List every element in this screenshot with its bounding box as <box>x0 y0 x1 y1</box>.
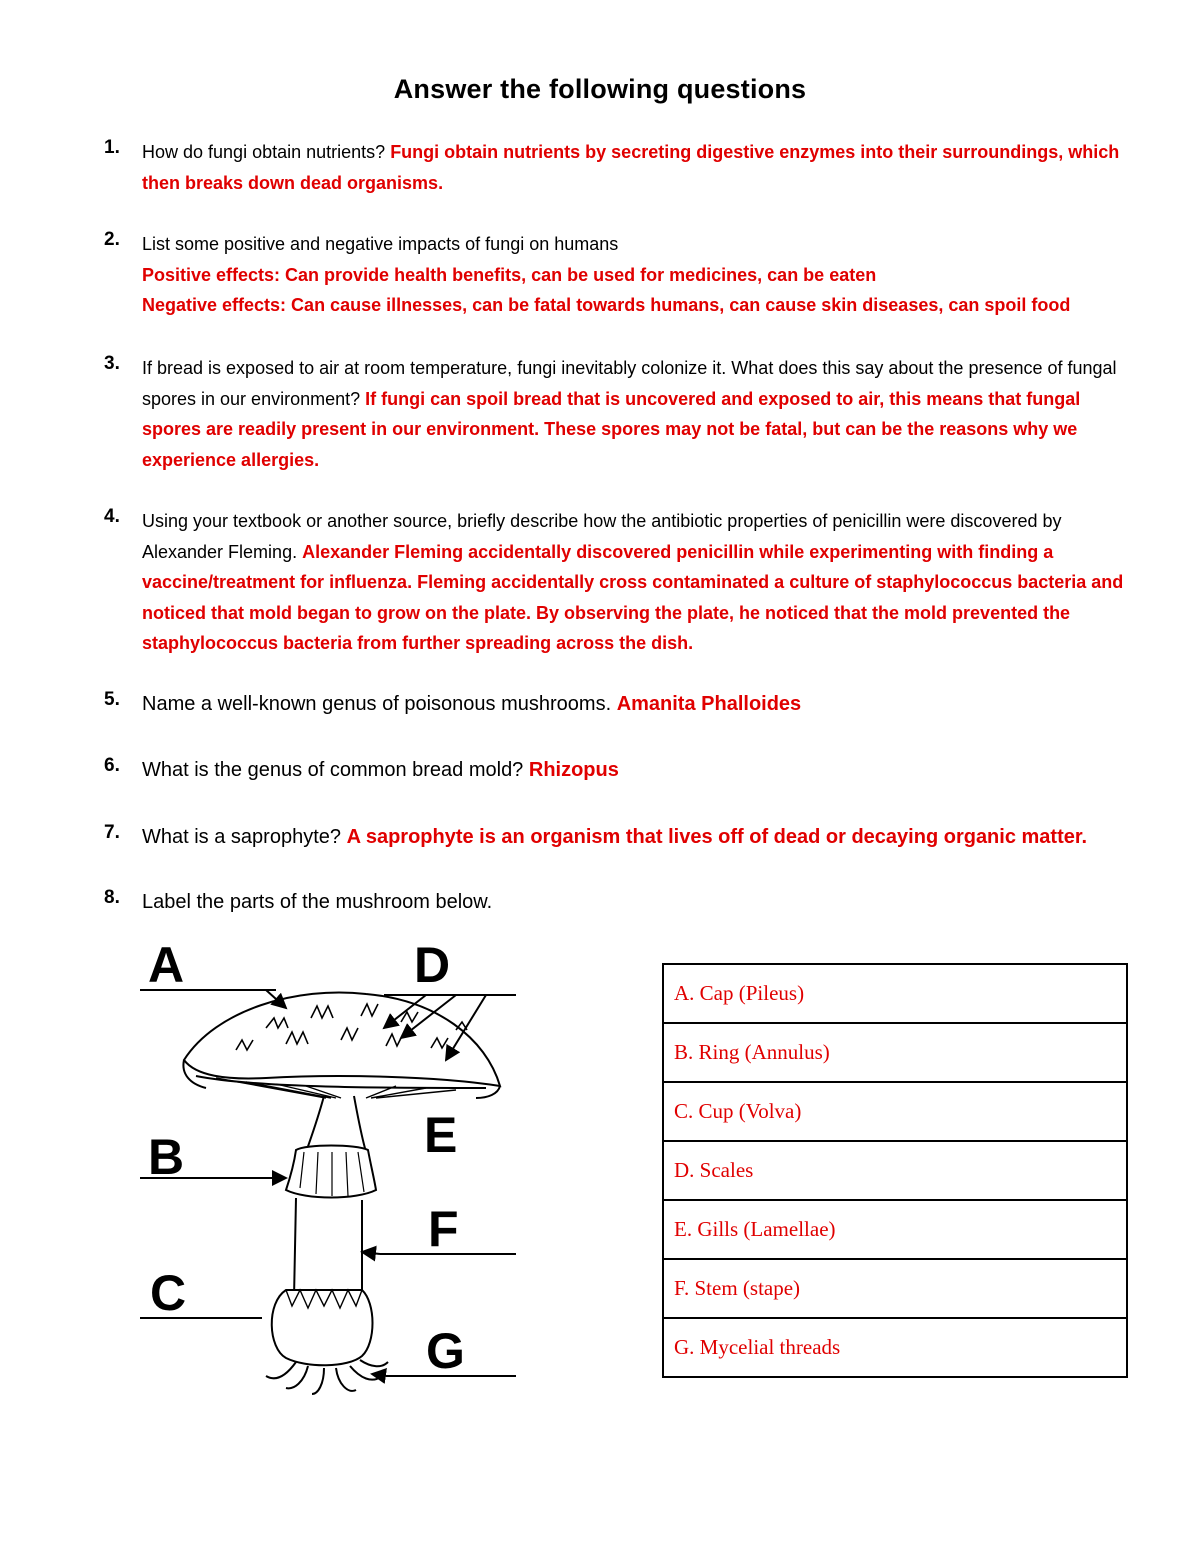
question-number: 2. <box>104 229 120 250</box>
table-row: C. Cup (Volva) <box>663 1082 1127 1141</box>
table-row: B. Ring (Annulus) <box>663 1023 1127 1082</box>
diagram-label-e: E <box>424 1107 458 1163</box>
diagram-label-f: F <box>428 1201 459 1257</box>
table-row: G. Mycelial threads <box>663 1318 1127 1377</box>
question-number: 4. <box>104 506 120 527</box>
question-number: 7. <box>104 822 120 843</box>
question-text: What is a saprophyte? <box>142 826 341 848</box>
question-7 <box>104 822 1144 853</box>
diagram-label-a: A <box>148 937 185 993</box>
table-row: F. Stem (stape) <box>663 1259 1127 1318</box>
parts-answer-table <box>662 963 1128 1378</box>
question-text: What is the genus of common bread mold? <box>142 759 524 781</box>
diagram-label-b: B <box>148 1129 185 1185</box>
answer-negative: Negative effects: Can cause illnesses, can be fatal towards humans, can cause skin diseases, can spoil food <box>142 295 1071 316</box>
answer-positive: Positive effects: Can provide health benefits, can be used for medicines, can be eaten <box>142 264 877 285</box>
question-text: Label the parts of the mushroom below. <box>142 891 493 913</box>
answer-text: Rhizopus <box>528 759 619 781</box>
answer-text: A saprophyte is an organism that lives off of dead or decaying organic matter. <box>346 826 1088 848</box>
question-number: 5. <box>104 689 120 710</box>
table-row: D. Scales <box>663 1141 1127 1200</box>
question-number: 8. <box>104 887 120 908</box>
diagram-label-c: C <box>150 1265 187 1321</box>
answer-text: Alexander Fleming accidentally discovered penicillin while experimenting with finding a vaccine/treatment for influenza. Fleming accidentally cross contaminated a culture of staphylococcus bacteria and noticed that mold began to grow on the plate. By observing the plate, he noticed that the mold prevented the staphylococcus bacteria from further spreading across the dish. <box>142 541 1124 654</box>
diagram-label-d: D <box>414 937 451 993</box>
diagram-label-g: G <box>426 1323 465 1379</box>
question-text: Using your textbook or another source, briefly describe how the antibiotic properties of penicillin were discovered by Alexander Fleming. <box>142 511 1062 562</box>
question-6 <box>104 755 1144 786</box>
page-title: Answer the following questions <box>393 74 807 104</box>
question-8 <box>104 887 1144 918</box>
mushroom-illustration <box>136 938 536 1398</box>
answer-text: Fungi obtain nutrients by secreting digestive enzymes into their surroundings, which then breaks down dead organisms. <box>142 142 1120 193</box>
question-5 <box>104 689 1144 720</box>
question-text: If bread is exposed to air at room temperature, fungi inevitably colonize it. What does this say about the presence of fungal spores in our environment? <box>142 358 1117 409</box>
question-number: 1. <box>104 137 120 158</box>
table-row: E. Gills (Lamellae) <box>663 1200 1127 1259</box>
question-text: Name a well-known genus of poisonous mushrooms. <box>142 693 612 715</box>
question-2 <box>104 229 1144 321</box>
question-1 <box>104 137 1144 198</box>
question-text: List some positive and negative impacts of fungi on humans <box>142 234 619 254</box>
mushroom-diagram <box>136 938 536 1398</box>
question-number: 6. <box>104 755 120 776</box>
table-row: A. Cap (Pileus) <box>663 964 1127 1023</box>
answer-text: If fungi can spoil bread that is uncovered and exposed to air, this means that fungal spores are readily present in our environment. These spores may not be fatal, but can be the reasons why we experience allergies. <box>142 388 1081 470</box>
question-3 <box>104 353 1144 475</box>
question-text: How do fungi obtain nutrients? <box>142 142 386 162</box>
answer-text: Amanita Phalloides <box>616 693 802 715</box>
question-number: 3. <box>104 353 120 374</box>
question-4 <box>104 506 1144 659</box>
